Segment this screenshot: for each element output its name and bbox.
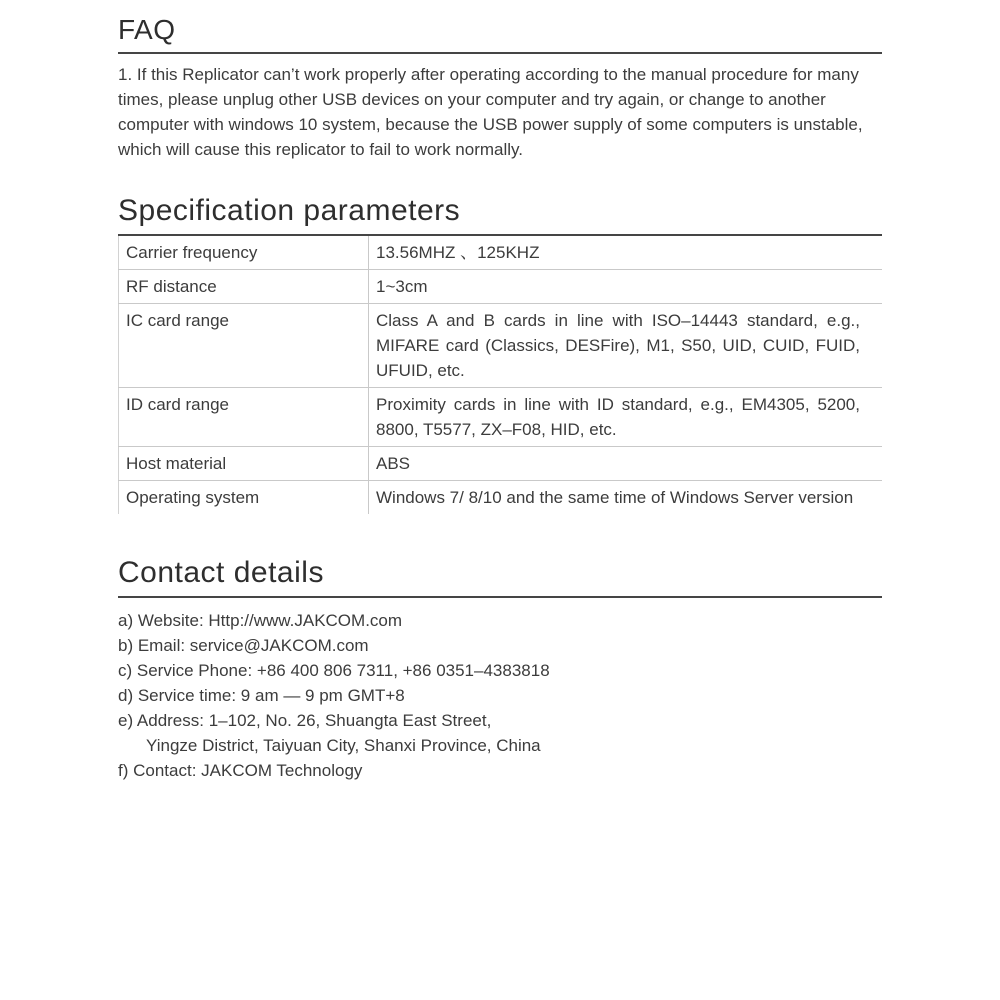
spec-label-cell: IC card range <box>119 304 369 388</box>
contact-line-email: b) Email: service@JAKCOM.com <box>118 636 369 655</box>
table-row <box>119 236 883 270</box>
contact-lines <box>118 608 882 783</box>
spec-value-cell: Class A and B cards in line with ISO–14443 standard, e.g., MIFARE card (Classics, DESFire), M1, S50, UID, CUID, FUID, UFUID, etc. <box>369 304 883 388</box>
faq-section <box>118 14 882 162</box>
faq-title: FAQ <box>118 14 882 54</box>
spec-label-cell: Host material <box>119 447 369 481</box>
contact-section <box>118 556 882 783</box>
table-row <box>119 304 883 388</box>
spec-label-cell: Operating system <box>119 481 369 515</box>
spec-label-cell: ID card range <box>119 388 369 447</box>
table-row <box>119 481 883 515</box>
table-row <box>119 388 883 447</box>
spec-table <box>118 236 882 514</box>
table-row <box>119 270 883 304</box>
contact-line-website: a) Website: Http://www.JAKCOM.com <box>118 611 403 630</box>
spec-section <box>118 194 882 514</box>
spec-value-cell: Proximity cards in line with ID standard, e.g., EM4305, 5200, 8800, T5577, ZX–F08, HID, etc. <box>369 388 883 447</box>
spec-label-cell: Carrier frequency <box>119 236 369 270</box>
spec-value-cell: Windows 7/ 8/10 and the same time of Windows Server version <box>376 488 854 507</box>
contact-line-contact: f) Contact: JAKCOM Technology <box>118 761 363 780</box>
faq-paragraph: 1. If this Replicator can’t work properly after operating according to the manual procedure for many times, please unplug other USB devices on your computer and try again, or change to another computer with windows 10 system, because the USB power supply of some computers is unstable, which will cause this replicator to fail to work normally. <box>118 65 863 159</box>
spec-value-cell: ABS <box>369 447 883 481</box>
table-row <box>119 447 883 481</box>
contact-line-phone: c) Service Phone: +86 400 806 7311, +86 0351–4383818 <box>118 661 550 680</box>
spec-title: Specification parameters <box>118 194 882 236</box>
spec-label-cell: RF distance <box>119 270 369 304</box>
contact-line-address-2: Yingze District, Taiyuan City, Shanxi Province, China <box>146 736 541 755</box>
contact-line-address: e) Address: 1–102, No. 26, Shuangta East Street, <box>118 711 492 730</box>
contact-title: Contact details <box>118 556 882 598</box>
spec-value-cell: 13.56MHZ 、125KHZ <box>369 236 883 270</box>
spec-value-cell: 1~3cm <box>369 270 883 304</box>
contact-line-service-time: d) Service time: 9 am — 9 pm GMT+8 <box>118 686 405 705</box>
